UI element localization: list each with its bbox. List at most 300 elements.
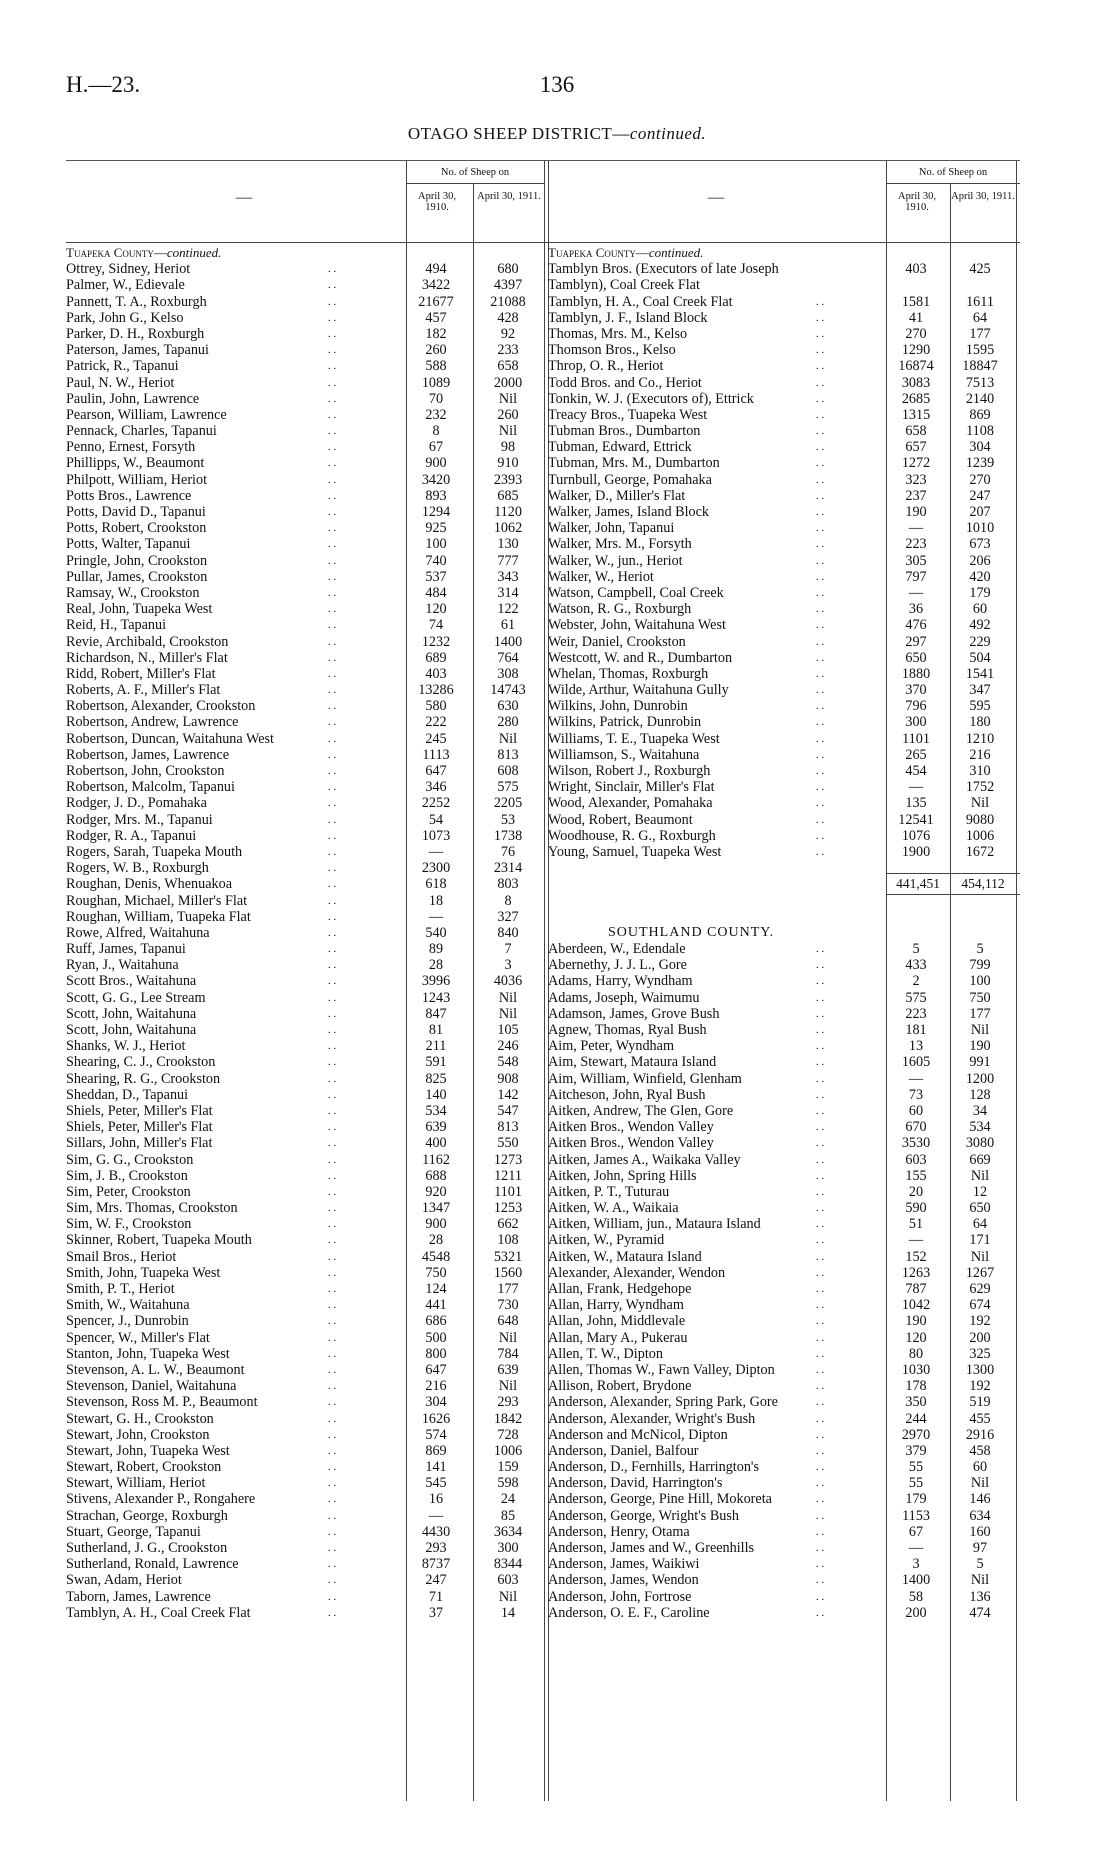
sheep-1911: 504 [969,649,991,666]
leader-dots: . . [328,1218,337,1231]
sheep-1911: 425 [969,261,991,278]
sheep-1911: 9080 [965,811,995,828]
sheep-1911: 1267 [965,1264,995,1281]
owner-name: Patrick, R., Tapanui [66,358,179,375]
sheep-1910: 403 [905,261,927,278]
sheep-1910: 689 [425,649,447,666]
leader-dots: . . [816,716,825,729]
sheep-1911: 270 [969,471,991,488]
continued-label: continued. [648,245,704,260]
sheep-1911: 813 [497,1119,519,1136]
leader-dots: . . [328,1072,337,1085]
sheep-1911: 92 [500,325,516,342]
sheep-1910: 800 [425,1345,447,1362]
leader-dots: . . [328,1509,337,1522]
sheep-1911: 171 [969,1232,991,1249]
owner-name: Walker, Mrs. M., Forsyth [548,536,692,553]
sheep-1910: 28 [428,1232,444,1249]
sheep-1911: 85 [500,1507,516,1524]
sheep-1910: 5 [912,941,920,958]
sheep-1911: 247 [969,487,991,504]
sheep-1911: 648 [497,1313,519,1330]
leader-dots: . . [816,1606,825,1619]
owner-name: Park, John G., Kelso [66,309,184,326]
owner-name: Aim, Stewart, Mataura Island [548,1054,717,1071]
leader-dots: . . [328,1558,337,1571]
right-table [548,160,1020,1621]
owner-name: Aitken, W. A., Waikaia [548,1200,679,1217]
leader-dots: . . [328,878,337,891]
sheep-1911: 105 [497,1022,519,1038]
owner-name: Wood, Robert, Beaumont [548,811,693,828]
sheep-1910: 750 [425,1264,447,1281]
sheep-1910: 18 [428,892,444,909]
sheep-1910: 441 [425,1297,447,1314]
divider [886,183,1020,184]
leader-dots: . . [328,1202,337,1215]
leader-dots: . . [328,1396,337,1409]
leader-dots: . . [816,1283,825,1295]
sheep-1910: 81 [428,1022,444,1038]
sheep-1911: 750 [969,989,991,1006]
owner-name: Stivens, Alexander P., Rongahere [66,1491,256,1508]
sheep-1910: 2300 [421,860,451,877]
sheep-1911: 550 [497,1135,519,1152]
sheep-1910: 190 [905,504,927,520]
leader-dots: . . [816,1024,825,1036]
sheep-1910: 55 [908,1459,924,1476]
owner-name: Ridd, Robert, Miller's Flat [66,665,216,682]
leader-dots: . . [328,506,337,518]
owner-name: Aitken Bros., Wendon Valley [548,1135,714,1152]
leader-dots: . . [816,1137,825,1150]
sheep-1910: 2 [912,973,920,990]
sheep-count-header: No. of Sheep on [440,167,510,178]
owner-name: Shearing, C. J., Crookston [66,1054,216,1071]
sheep-1911: 21088 [490,293,526,310]
owner-name: Tamblyn, J. F., Island Block [548,309,708,326]
owner-name: Rodger, Mrs. M., Tapanui [66,811,213,828]
owner-name: Anderson, O. E. F., Caroline [548,1604,710,1621]
leader-dots: . . [328,1315,337,1328]
owner-name: Sillars, John, Miller's Flat [66,1135,213,1152]
owner-name: Tamblyn, H. A., Coal Creek Flat [548,293,733,310]
leader-dots: . . [816,797,825,810]
sheep-1911: 548 [497,1054,519,1071]
column-rule [406,161,407,1801]
sheep-1910: 400 [425,1135,447,1152]
sheep-1910: 658 [905,423,927,440]
name-column-header: — [236,189,252,206]
sheep-1910: 20 [908,1183,924,1200]
sheep-1911: 1200 [965,1070,995,1087]
sheep-1910: 28 [428,957,444,974]
leader-dots: . . [816,1007,825,1020]
sheep-1910: 3422 [421,277,451,294]
owner-name: Scott, John, Waitahuna [66,1022,197,1038]
sheep-1910: 574 [425,1426,447,1443]
sheep-1911: 5 [976,1556,984,1573]
sheep-1910: — [428,1507,444,1524]
leader-dots: . . [816,1169,825,1182]
leader-dots: . . [816,1072,825,1085]
sheep-1910: 484 [425,584,447,601]
owner-name: Anderson, Daniel, Balfour [548,1442,699,1459]
sheep-1911: 8 [504,892,512,909]
sheep-1910: 1400 [901,1572,931,1589]
sheep-1911: 300 [497,1540,519,1556]
leader-dots: . . [328,732,337,745]
leader-dots: . . [328,1461,337,1474]
sheep-1910: 1290 [901,342,931,359]
sheep-1910: 70 [428,390,444,407]
sheep-1911: 160 [969,1523,991,1540]
leader-dots: . . [328,781,337,794]
owner-name: Anderson, D., Fernhills, Harrington's [548,1459,760,1476]
leader-dots: . . [816,360,825,373]
column-rule [544,161,545,1801]
sheep-1910: 796 [905,698,927,715]
sheep-1911: 908 [497,1070,519,1087]
sheep-1911: 869 [969,406,991,423]
sheep-1910: 247 [425,1572,447,1589]
owner-name: Todd Bros. and Co., Heriot [548,374,702,391]
sheep-1910: 2252 [421,795,451,812]
sheep-1911: 2205 [493,795,523,812]
owner-name: Tamblyn, A. H., Coal Creek Flat [66,1604,251,1621]
sheep-1911: 142 [497,1086,519,1103]
leader-dots: . . [328,1250,337,1263]
sheep-1911: 1842 [493,1410,523,1427]
owner-name: Anderson, George, Pine Hill, Mokoreta [548,1491,772,1508]
county-name [548,245,703,261]
sheep-1911: 14743 [490,682,526,699]
county-label: Tuapeka County— [66,245,167,260]
sheep-1910: 293 [425,1540,447,1556]
sheep-1910: 8737 [421,1556,451,1573]
leader-dots: . . [816,1558,825,1571]
sheep-1910: 4548 [421,1248,451,1265]
sheep-1911: 343 [497,568,519,585]
sheep-1911: 1211 [494,1167,522,1184]
owner-name: Anderson, James, Wendon [548,1572,699,1589]
leader-dots: . . [328,1056,337,1069]
sheep-1910: 36 [908,601,924,618]
leader-dots: . . [816,1088,825,1101]
owner-name: Richardson, N., Miller's Flat [66,649,228,666]
leader-dots: . . [328,279,337,292]
sheep-1910: 476 [905,617,927,634]
leader-dots: . . [328,1153,337,1166]
owner-name: Whelan, Thomas, Roxburgh [548,665,709,682]
sheep-1910: 182 [425,325,447,342]
leader-dots: . . [328,1542,337,1554]
col-1910-header: April 30, 1910. [418,191,456,213]
owner-name: Wright, Sinclair, Miller's Flat [548,779,715,796]
sheep-1910: 379 [905,1442,927,1459]
leader-dots: . . [328,1363,337,1376]
leader-dots: . . [328,1477,337,1490]
owner-name: Anderson, David, Harrington's [548,1475,723,1492]
owner-name: Anderson, Alexander, Wright's Bush [548,1410,756,1427]
sheep-1911: 293 [497,1394,519,1411]
leader-dots: . . [816,1153,825,1166]
column-rule [886,161,887,1801]
column-rule [1016,161,1017,1801]
sheep-1911: 5 [976,941,984,958]
owner-name: Throp, O. R., Heriot [548,358,664,375]
sheep-1911: 1400 [493,633,523,650]
leader-dots: . . [816,311,825,324]
sheep-1911: 1273 [493,1151,523,1168]
sheep-1910: 140 [425,1086,447,1103]
sheep-1910: 270 [905,325,927,342]
sheep-1911: 24 [500,1491,516,1508]
sheep-1910: 847 [425,1005,447,1022]
leader-dots: . . [328,408,337,421]
sheep-1910: 900 [425,1216,447,1233]
owner-name: Adamson, James, Grove Bush [548,1005,720,1022]
divider [886,873,1020,874]
owner-name: Anderson, Alexander, Spring Park, Gore [548,1394,778,1411]
owner-name: Palmer, W., Edievale [66,277,185,294]
sheep-1910: 500 [425,1329,447,1346]
sheep-1910: 403 [425,665,447,682]
leader-dots: . . [816,603,825,616]
sheep-1911: 122 [497,601,519,618]
leader-dots: . . [328,1380,337,1393]
owner-name: Roughan, William, Tuapeka Flat [66,908,251,925]
sheep-1910: 1900 [901,843,931,860]
sheep-1911: 598 [497,1475,519,1492]
leader-dots: . . [328,586,337,599]
leader-dots: . . [328,473,337,486]
owner-name: Taborn, James, Lawrence [66,1588,211,1605]
owner-name: Stevenson, Ross M. P., Beaumont [66,1394,258,1411]
sheep-1911: 3634 [493,1523,523,1540]
sheep-1910: 181 [905,1022,927,1038]
owner-name: Aberdeen, W., Edendale [548,941,686,958]
owner-name: Thomas, Mrs. M., Kelso [548,325,688,342]
leader-dots: . . [816,1250,825,1263]
sheep-1911: 64 [972,309,988,326]
sheep-1910: 1315 [901,406,931,423]
leader-dots: . . [816,732,825,745]
sheep-1910: 1263 [901,1264,931,1281]
leader-dots: . . [816,441,825,454]
sheep-1910: — [428,908,444,925]
owner-name: Wilkins, John, Dunrobin [548,698,688,715]
sheep-1911: 1010 [965,520,995,537]
owner-name: Allan, Mary A., Pukerau [548,1329,688,1346]
owner-name: Sim, Mrs. Thomas, Crookston [66,1200,238,1217]
owner-name: Stewart, Robert, Crookston [66,1459,222,1476]
owner-name: Smith, John, Tuapeka West [66,1264,221,1281]
sheep-1911: 680 [497,261,519,278]
sheep-1911: 1120 [494,504,522,520]
leader-dots: . . [816,554,825,567]
owner-name: Phillipps, W., Beaumont [66,455,205,472]
sheep-1911: 2000 [493,374,523,391]
leader-dots: . . [328,667,337,680]
leader-dots: . . [816,1040,825,1053]
sheep-1911: 308 [497,665,519,682]
leader-dots: . . [328,327,337,340]
sheep-1911: 8344 [493,1556,523,1573]
leader-dots: . . [328,1266,337,1279]
sheep-1911: 61 [500,617,516,634]
sheep-1910: 260 [425,342,447,359]
sheep-1910: 190 [905,1313,927,1330]
sheep-1910: 13286 [418,682,454,699]
sheep-1910: 41 [908,309,924,326]
sheep-1910: 647 [425,763,447,779]
leader-dots: . . [328,943,337,956]
total-1910: 441,451 [896,876,940,892]
sheep-1910: 494 [425,261,447,278]
leader-dots: . . [328,1104,337,1117]
divider [66,242,548,243]
left-table-head [66,160,548,243]
sheep-1911: 784 [497,1345,519,1362]
sheep-1911: 200 [969,1329,991,1346]
sheep-1910: 244 [905,1410,927,1427]
owner-name: Stanton, John, Tuapeka West [66,1345,230,1362]
sheep-1911: 1752 [965,779,995,796]
leader-dots: . . [328,295,337,308]
owner-name: Ryan, J., Waitahuna [66,957,179,974]
sheep-1910: 647 [425,1361,447,1378]
sheep-1911: 1253 [493,1200,523,1217]
sheep-1910: 141 [425,1459,447,1476]
owner-name: Williamson, S., Waitahuna [548,746,700,763]
owner-name: Abernethy, J. J. L., Gore [548,957,687,974]
sheep-1910: 688 [425,1167,447,1184]
leader-dots: . . [328,1088,337,1101]
sheep-1911: 190 [969,1038,991,1055]
leader-dots: . . [816,1202,825,1215]
owner-name: Robertson, John, Crookston [66,763,225,779]
sheep-1910: 2685 [901,390,931,407]
owner-name: Anderson, James, Waikiwi [548,1556,700,1573]
owner-name: Reid, H., Tapanui [66,617,167,634]
sheep-1911: 674 [969,1297,991,1314]
owner-name: Sim, G. G., Crookston [66,1151,194,1168]
sheep-1911: 658 [497,358,519,375]
leader-dots: . . [816,1121,825,1134]
sheep-1911: 192 [969,1378,991,1395]
leader-dots: . . [328,813,337,826]
leader-dots: . . [816,813,825,826]
owner-name: Spencer, W., Miller's Flat [66,1329,210,1346]
leader-dots: . . [328,1299,337,1312]
sheep-1911: 685 [497,487,519,504]
leader-dots: . . [816,1509,825,1522]
owner-name: Stewart, John, Crookston [66,1426,210,1443]
owner-name: Pennack, Charles, Tapanui [66,423,217,440]
sheep-1910: 178 [905,1378,927,1395]
leader-dots: . . [328,684,337,697]
sheep-1910: 60 [908,1102,924,1119]
sheep-1910: 920 [425,1183,447,1200]
leader-dots: . . [328,765,337,777]
sheep-1910: 650 [905,649,927,666]
sheep-1911: 1300 [965,1361,995,1378]
sheep-1911: 428 [497,309,519,326]
sheep-1910: 211 [425,1038,447,1055]
leader-dots: . . [816,845,825,858]
sheep-1910: 74 [428,617,444,634]
leader-dots: . . [328,619,337,632]
leader-dots: . . [328,570,337,583]
sheep-1911: 1062 [493,520,523,537]
owner-name: Strachan, George, Roxburgh [66,1507,228,1524]
owner-name: Real, John, Tuapeka West [66,601,213,618]
sheep-1911: Nil [498,1378,518,1395]
sheep-1911: 547 [497,1102,519,1119]
leader-dots: . . [328,554,337,567]
leader-dots: . . [328,1428,337,1441]
sheep-1911: 18847 [962,358,998,375]
leader-dots: . . [816,748,825,761]
owner-name: Pullar, James, Crookston [66,568,208,585]
sheep-1910: 350 [905,1394,927,1411]
sheep-1911: 98 [500,439,516,456]
leader-dots: . . [816,1104,825,1117]
owner-name: Pearson, William, Lawrence [66,406,227,423]
sheep-1910: 787 [905,1281,927,1297]
leader-dots: . . [816,959,825,972]
owner-name: Webster, John, Waitahuna West [548,617,726,634]
sheep-1911: 280 [497,714,519,731]
owner-name: Roughan, Michael, Miller's Flat [66,892,248,909]
leader-dots: . . [816,506,825,518]
leader-dots: . . [816,1444,825,1457]
leader-dots: . . [328,603,337,616]
owner-name: Weir, Daniel, Crookston [548,633,686,650]
leader-dots: . . [816,1525,825,1538]
sheep-1910: 1153 [902,1507,930,1524]
sheep-1910: 3 [912,1556,920,1573]
owner-name: Watson, Campbell, Coal Creek [548,584,724,601]
sheep-1911: Nil [498,1588,518,1605]
sheep-1910: 1073 [421,827,451,844]
sheep-1911: 146 [969,1491,991,1508]
sheep-1910: — [908,1070,924,1087]
owner-name: Anderson, George, Wright's Bush [548,1507,740,1524]
sheep-1911: 229 [969,633,991,650]
owner-name: Shanks, W. J., Heriot [66,1038,186,1055]
owner-name: Allan, Harry, Wyndham [548,1297,684,1314]
sheep-1911: 4397 [493,277,523,294]
report-reference: H.—23. [66,72,141,97]
sheep-1910: 67 [428,439,444,456]
sheep-1911: 764 [497,649,519,666]
sheep-1910: 1162 [422,1151,450,1168]
sheep-1910: 590 [905,1200,927,1217]
divider [406,183,544,184]
owner-name: Swan, Adam, Heriot [66,1572,182,1589]
sheep-1911: 177 [969,325,991,342]
sheep-1911: Nil [970,795,990,812]
sheep-1910: 1347 [421,1200,451,1217]
leader-dots: . . [328,392,337,405]
leader-dots: . . [816,1380,825,1393]
sheep-1911: 233 [497,342,519,359]
sheep-1910: 670 [905,1119,927,1136]
owner-name: Ruff, James, Tapanui [66,941,186,958]
col-1910-header: April 30, 1910. [898,191,936,213]
